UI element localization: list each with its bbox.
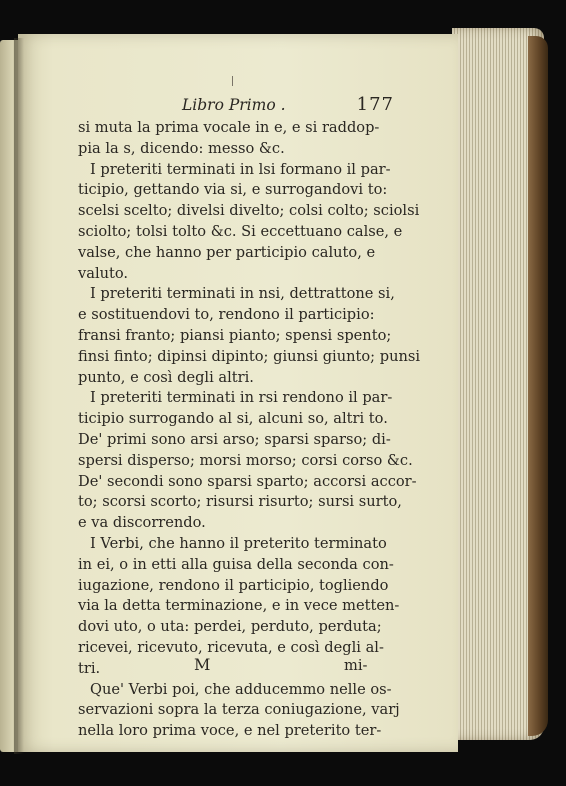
text-line: nella loro prima voce, e nel preterito ter- [78,722,382,740]
body-text [78,118,421,742]
text-line: scelsi scelto; divelsi divelto; colsi colto; sciolsi [78,202,420,220]
text-line: finsi finto; dipinsi dipinto; giunsi giunto; punsi [78,347,421,365]
signature-mark: M [194,655,211,674]
running-head [158,96,394,118]
text-line: punto, e così degli altri. [78,368,254,386]
catchword: mi- [344,657,368,674]
text-line: in ei, o in etti alla guisa della seconda con- [78,555,394,573]
pencil-mark [232,76,233,86]
text-line: ticipio surrogando al si, alcuni so, altri to. [78,410,388,428]
text-line: ricevei, ricevuto, ricevuta, e così degli al- [78,638,384,656]
text-line: Que' Verbi poi, che adducemmo nelle os- [90,680,392,698]
text-line: via la detta terminazione, e in vece metten- [78,597,400,615]
book-page [18,34,458,752]
text-line: fransi franto; piansi pianto; spensi spento; [78,326,392,344]
text-line: spersi disperso; morsi morso; corsi corso &c. [78,451,413,469]
text-line: tri. [78,659,101,677]
text-line: valse, che hanno per participio caluto, e [78,243,376,261]
text-line: servazioni sopra la terza coniugazione, varj [78,701,400,719]
text-line: si muta la prima vocale in e, e si raddop- [78,119,380,136]
text-line: dovi uto, o uta: perdei, perduto, perduta; [78,618,382,636]
running-title: Libro Primo . [182,96,286,114]
text-line: e va discorrendo. [78,514,206,532]
text-line: sciolto; tolsi tolto &c. Si eccettuano calse, e [78,222,403,240]
text-line: I Verbi, che hanno il preterito terminato [90,534,387,552]
text-line: valuto. [78,264,129,282]
text-line: I preteriti terminati in nsi, dettrattone si, [90,285,395,303]
text-line: I preteriti terminati in rsi rendono il par- [90,389,393,407]
text-line: I preteriti terminati in lsi formano il par- [90,160,391,178]
text-line: to; scorsi scorto; risursi risurto; sursi surto, [78,493,402,511]
text-line: iugazione, rendono il participio, togliendo [78,576,389,594]
book-cover-edge [528,36,548,736]
text-line: ticipio, gettando via si, e surrogandovi to: [78,181,388,199]
gutter-shadow [14,38,24,754]
page-number: 177 [356,94,394,115]
text-line: e sostituendovi to, rendono il participio: [78,306,375,324]
text-line: pia la s, dicendo: messo &c. [78,139,285,157]
text-line: De' primi sono arsi arso; sparsi sparso; di- [78,430,391,448]
text-line: De' secondi sono sparsi sparto; accorsi accor- [78,472,417,490]
